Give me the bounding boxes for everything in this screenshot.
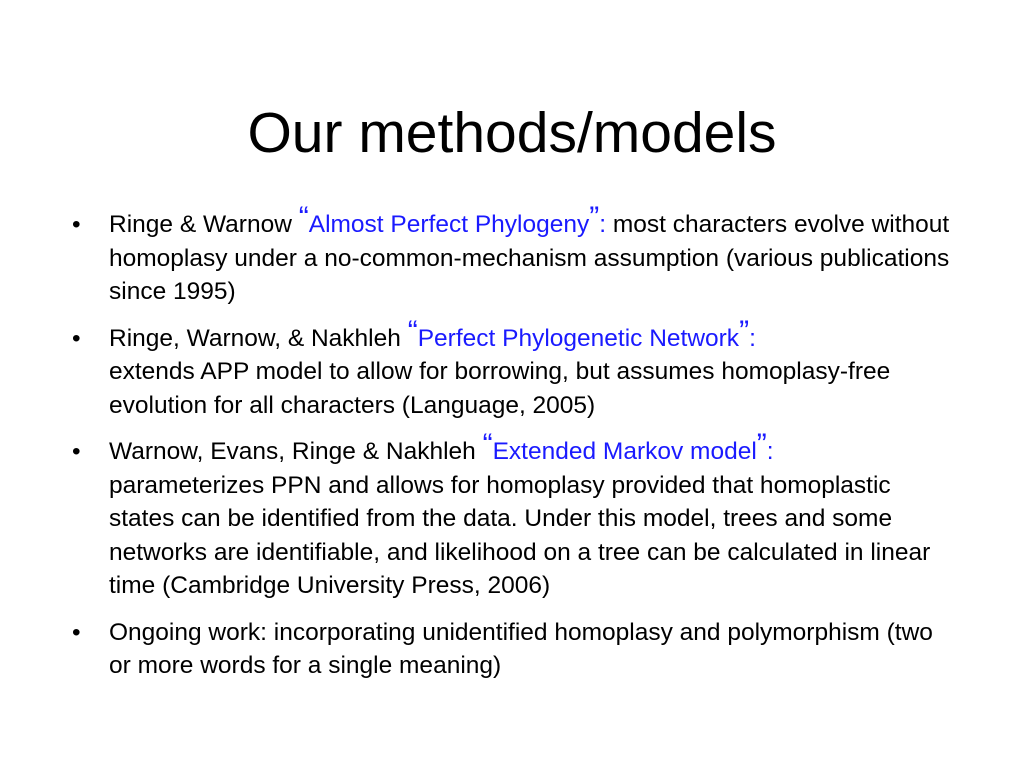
slide-title: Our methods/models [247, 101, 777, 165]
close-quote: ” [756, 428, 767, 461]
bullet-description: parameterizes PPN and allows for homoplasy provided that homoplastic states can be identified from the data. Under this model, trees and some networks are identifiable, and likelihood on a tree can be calculated in linear time (Cambridge University Press, 2006) [109, 471, 931, 599]
model-name: Almost Perfect Phylogeny [308, 211, 590, 238]
colon: : [599, 211, 607, 238]
open-quote: “ [482, 428, 493, 461]
bullet-marker: • [72, 438, 81, 465]
bullet-authors: Ringe & Warnow [109, 211, 299, 238]
bullet-text: Ongoing work: incorporating unidentified homoplasy and polymorphism (two or more words for a single meaning) [109, 618, 933, 679]
bullet-marker: • [72, 211, 81, 238]
colon: : [766, 438, 774, 465]
open-quote: “ [298, 201, 309, 234]
bullet-authors: Warnow, Evans, Ringe & Nakhleh [109, 438, 483, 465]
bullet-marker: • [72, 324, 81, 352]
bullet-list [72, 201, 952, 696]
bullet-item-extended-markov-model [72, 428, 952, 603]
bullet-description: extends APP model to allow for borrowing, but assumes homoplasy-free evolution for all characters (Language, 2005) [109, 358, 891, 419]
model-name: Extended Markov model [492, 438, 757, 465]
open-quote: “ [407, 314, 418, 348]
bullet-description: most characters evolve without homoplasy under a no-common-mechanism assumption (various publications since 1995) [109, 211, 950, 305]
model-name: Perfect Phylogenetic Network [417, 324, 740, 352]
close-quote: ” [589, 201, 600, 234]
bullet-marker: • [72, 618, 81, 646]
bullet-item-almost-perfect-phylogeny [72, 201, 952, 309]
bullet-authors: Ringe, Warnow, & Nakhleh [109, 324, 408, 352]
bullet-item-perfect-phylogenetic-network [72, 314, 952, 423]
colon: : [749, 324, 756, 352]
close-quote: ” [739, 314, 750, 348]
bullet-item-ongoing-work [72, 616, 952, 683]
